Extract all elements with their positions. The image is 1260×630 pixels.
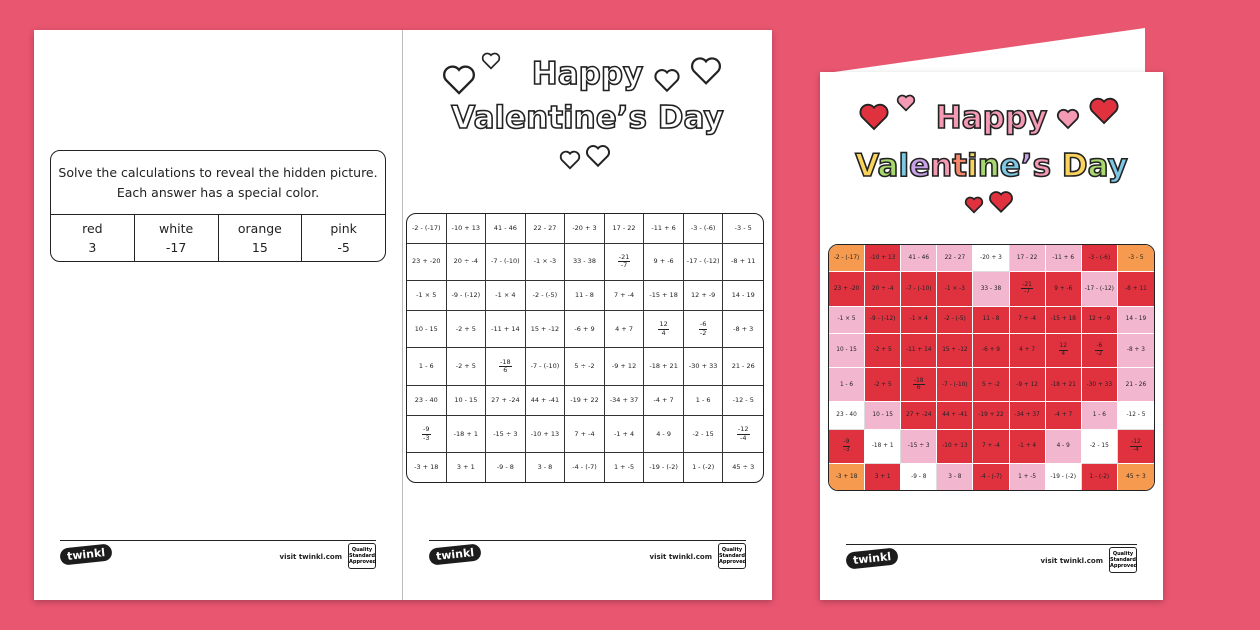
grid-cell[interactable]: -9 + 12 [1010,368,1046,402]
numerator: -6 [1096,343,1103,350]
grid-cell[interactable] [486,348,526,386]
grid-cell[interactable]: -8 + 11 [723,244,763,282]
grid-cell[interactable]: -20 + 3 [973,245,1009,272]
grid-cell[interactable]: -18 + 1 [865,430,901,464]
grid-cell[interactable]: 7 + -4 [605,281,645,311]
key-color-value: 15 [251,240,268,255]
grid-cell[interactable]: -30 + 33 [684,348,724,386]
grid-cell[interactable] [901,368,937,402]
grid-cell[interactable]: -9 - 8 [901,464,937,490]
grid-cell[interactable]: 45 ÷ 3 [1118,464,1154,490]
grid-cells [407,214,763,482]
grid-cell[interactable]: -11 + 6 [1046,245,1082,272]
grid-cell[interactable]: 1 - 6 [407,348,447,386]
grid-cell[interactable]: 1 - 6 [1082,402,1118,429]
grid-cell[interactable]: 7 + -4 [1010,307,1046,334]
grid-cell[interactable]: -8 + 3 [1118,334,1154,368]
grid-cell[interactable]: 14 - 19 [1118,307,1154,334]
grid-cell[interactable]: -3 - (-6) [1082,245,1118,272]
colored-grid-cells [829,245,1154,490]
grid-cell[interactable]: -34 + 37 [605,386,645,416]
grid-cell[interactable] [723,416,763,454]
card-title-happy: Happy [935,100,1048,136]
heart-outline-icon [585,144,611,168]
left-page [34,30,402,600]
twinkl-logo: twinkl [59,543,113,565]
grid-cell[interactable]: 3 + 1 [447,453,487,482]
grid-cell[interactable]: -15 ÷ 3 [901,430,937,464]
grid-cell[interactable]: 9 + -6 [1046,272,1082,306]
instruction-line2: Each answer has a special color. [116,184,320,200]
grid-cell[interactable]: -3 + 18 [407,453,447,482]
colored-calculation-grid [828,244,1155,491]
grid-cell[interactable]: -11 + 14 [486,311,526,349]
fraction [699,321,707,336]
grid-cell[interactable]: 4 + 7 [1010,334,1046,368]
twinkl-logo: twinkl [845,547,899,569]
grid-cell[interactable]: 20 ÷ -4 [447,244,487,282]
key-cell-pink [302,215,385,261]
grid-cell[interactable]: -2 + 5 [865,334,901,368]
denominator: 4 [1061,350,1066,357]
instruction-line1: Solve the calculations to reveal the hidden picture. [58,164,378,180]
fraction [737,426,750,441]
grid-cell[interactable]: -1 + 4 [1010,430,1046,464]
grid-cell[interactable]: 1 - 6 [684,386,724,416]
fraction [618,254,631,269]
grid-cell[interactable]: 41 - 46 [901,245,937,272]
grid-cell[interactable]: -19 + 22 [565,386,605,416]
grid-cell[interactable]: 10 - 15 [865,402,901,429]
grid-cell[interactable] [1118,430,1154,464]
grid-cell[interactable]: 4 + 7 [605,311,645,349]
grid-cell[interactable]: -17 - (-12) [1082,272,1118,306]
grid-cell[interactable]: 7 + -4 [973,430,1009,464]
denominator: -3 [843,446,850,453]
grid-cell[interactable]: 21 - 26 [1118,368,1154,402]
grid-cell[interactable]: -7 - (-10) [486,244,526,282]
grid-cell[interactable]: 20 ÷ -4 [865,272,901,306]
visit-link[interactable]: visit twinkl.com [1040,557,1103,565]
grid-cell[interactable]: 9 + -6 [644,244,684,282]
grid-cell[interactable]: -12 - 5 [723,386,763,416]
grid-cell[interactable]: -9 - (-12) [865,307,901,334]
grid-cell[interactable]: 15 + -12 [937,334,973,368]
grid-cell[interactable]: -3 - 5 [723,214,763,244]
grid-cell[interactable]: 4 - 9 [1046,430,1082,464]
grid-cell[interactable]: -1 × -3 [526,244,566,282]
grid-cell[interactable]: 23 - 40 [829,402,865,429]
heart-red-icon [988,190,1014,214]
grid-cell[interactable]: 10 - 15 [407,311,447,349]
grid-cell[interactable]: -10 + 13 [447,214,487,244]
grid-cell[interactable]: -18 + 21 [1046,368,1082,402]
grid-cell[interactable]: -2 + 5 [865,368,901,402]
grid-cell[interactable]: -6 + 9 [565,311,605,349]
grid-cell[interactable]: -4 - (-7) [973,464,1009,490]
numerator: -9 [843,439,850,446]
fraction [1021,282,1032,296]
grid-cell[interactable]: -6 + 9 [973,334,1009,368]
grid-cell[interactable]: -4 + 7 [644,386,684,416]
grid-cell[interactable]: 45 ÷ 3 [732,463,755,472]
page-footer [60,540,376,570]
quality-badge: Quality Standard Approved [1109,547,1137,573]
grid-cell[interactable]: 41 - 46 [486,214,526,244]
grid-cell[interactable]: -11 + 14 [901,334,937,368]
grid-cell[interactable]: -19 + 22 [973,402,1009,429]
card-title-valentines-day: Valentine’s Day [855,148,1128,184]
key-cell-white [135,215,219,261]
fraction [913,378,924,392]
title-valentines-day: Valentine’s Day [451,100,724,136]
grid-cell[interactable]: -15 + 18 [644,281,684,311]
grid-cell[interactable]: 3 - 8 [937,464,973,490]
grid-cell[interactable]: -17 - (-12) [684,244,724,282]
grid-cell[interactable]: -2 - (-17) [407,214,447,244]
grid-cell[interactable] [1046,334,1082,368]
key-cell-red [51,215,135,261]
grid-cell[interactable]: -2 - (-17) [829,245,865,272]
grid-cell[interactable]: 27 + -24 [486,386,526,416]
denominator: 6 [916,385,921,392]
key-color-name: red [82,221,103,236]
grid-cell[interactable]: 22 - 27 [937,245,973,272]
grid-cell[interactable]: -30 + 33 [1082,368,1118,402]
grid-cell[interactable]: 17 - 22 [1010,245,1046,272]
numerator: -21 [1022,281,1032,288]
grid-cell[interactable] [829,430,865,464]
card-footer [846,544,1137,574]
grid-cell[interactable]: -2 - 15 [1082,430,1118,464]
grid-cell[interactable] [644,311,684,349]
quality-badge: Quality Standard Approved [718,543,746,569]
grid-cell[interactable]: -19 - (-2) [1046,464,1082,490]
grid-cell[interactable]: -8 + 11 [1118,272,1154,306]
grid-cell[interactable] [605,244,645,282]
numerator: -6 [699,320,707,329]
grid-cell[interactable]: 5 ÷ -2 [565,348,605,386]
numerator: 12 [1059,343,1067,350]
calculation-grid [406,213,764,483]
grid-cell[interactable]: -15 + 18 [1046,307,1082,334]
key-color-name: white [159,221,194,236]
denominator: -4 [1133,446,1139,453]
grid-cell[interactable]: -9 - (-12) [447,281,487,311]
heart-red-icon [964,196,984,214]
denominator: 6 [503,366,508,375]
grid-cell[interactable]: 1 + -5 [605,453,645,482]
grid-cell[interactable]: 17 - 22 [605,214,645,244]
denominator: -2 [1096,350,1103,357]
key-row [51,215,385,261]
grid-cell[interactable]: -3 + 18 [829,464,865,490]
denominator: -7 [620,261,628,270]
fraction [1130,439,1141,453]
grid-cell[interactable]: -7 - (-10) [937,368,973,402]
grid-cell[interactable]: -2 + 5 [447,311,487,349]
fraction [658,321,668,336]
grid-cell[interactable]: 7 + -4 [565,416,605,454]
denominator: -4 [739,433,747,442]
grid-cell[interactable]: -2 + 5 [447,348,487,386]
key-color-name: orange [237,221,282,236]
grid-cell[interactable]: -10 + 13 [526,416,566,454]
grid-cell[interactable]: -1 × 4 [901,307,937,334]
grid-cell[interactable]: -1 × 5 [829,307,865,334]
fraction [422,426,430,441]
grid-cell[interactable]: -10 + 13 [937,430,973,464]
title-happy: Happy [531,56,644,92]
grid-cell[interactable]: -20 + 3 [565,214,605,244]
numerator: -12 [1131,439,1141,446]
twinkl-logo: twinkl [428,543,482,565]
key-color-name: pink [330,221,357,236]
grid-cell[interactable]: -1 × 4 [486,281,526,311]
grid-cell[interactable]: 12 + -9 [1082,307,1118,334]
grid-cell[interactable]: 44 + -41 [526,386,566,416]
fraction [1095,343,1103,357]
fraction [843,439,851,453]
visit-link[interactable]: visit twinkl.com [279,553,342,561]
heart-outline-icon [559,150,581,170]
grid-cell[interactable] [1010,272,1046,306]
grid-cell[interactable]: -2 - 15 [684,416,724,454]
grid-cell[interactable]: 12 + -9 [684,281,724,311]
key-color-value: -17 [165,240,187,255]
grid-cell[interactable]: 11 - 8 [565,281,605,311]
grid-cell[interactable]: -3 - 5 [1118,245,1154,272]
grid-cell[interactable]: 10 - 15 [447,386,487,416]
denominator: -2 [699,328,707,337]
grid-cell[interactable]: 14 - 19 [723,281,763,311]
fraction [499,359,512,374]
grid-cell[interactable]: -3 - (-6) [684,214,724,244]
grid-cell[interactable]: 1 + -5 [1010,464,1046,490]
grid-cell[interactable]: -12 - 5 [1118,402,1154,429]
denominator: -3 [423,433,430,442]
grid-cell[interactable] [407,416,447,454]
grid-cell[interactable]: -7 - (-10) [526,348,566,386]
grid-cell[interactable]: 1 - 6 [829,368,865,402]
grid-cell[interactable]: -18 + 21 [644,348,684,386]
numerator: -12 [737,425,749,434]
grid-cell[interactable]: -34 + 37 [1010,402,1046,429]
grid-cell[interactable]: 22 - 27 [526,214,566,244]
fraction [1059,343,1068,357]
grid-cell[interactable]: -15 ÷ 3 [486,416,526,454]
grid-cell[interactable]: -1 × 5 [407,281,447,311]
denominator: 4 [661,328,666,337]
grid-cell[interactable]: -1 × -3 [937,272,973,306]
color-key [50,150,386,262]
grid-cell[interactable]: 23 - 40 [407,386,447,416]
denominator: -7 [1024,289,1030,296]
grid-cell[interactable]: 23 + -20 [829,272,865,306]
grid-cell[interactable]: 33 - 38 [973,272,1009,306]
key-cell-orange [219,215,303,261]
grid-cell[interactable]: -10 + 13 [865,245,901,272]
grid-cell[interactable]: -7 - (-10) [901,272,937,306]
page-footer [429,540,746,570]
grid-cell[interactable]: 1 - (-2) [1082,464,1118,490]
grid-cell[interactable]: -2 - (-5) [526,281,566,311]
grid-cell[interactable] [684,311,724,349]
numerator: -18 [914,377,924,384]
key-color-value: 3 [88,240,97,255]
grid-cell[interactable]: -11 + 6 [644,214,684,244]
numerator: -21 [618,253,630,262]
grid-cell[interactable]: -1 + 4 [605,416,645,454]
grid-cell[interactable]: 1 - (-2) [684,453,724,482]
grid-cell[interactable]: 4 - 9 [644,416,684,454]
grid-cell[interactable]: 15 + -12 [526,311,566,349]
key-instructions [51,151,385,215]
grid-cell[interactable]: -4 + 7 [1046,402,1082,429]
grid-cell[interactable]: 11 - 8 [973,307,1009,334]
grid-cell[interactable]: 3 + 1 [865,464,901,490]
numerator: 12 [659,320,668,329]
grid-cell[interactable]: -9 + 12 [605,348,645,386]
grid-cell[interactable]: -19 - (-2) [644,453,684,482]
grid-cell[interactable]: 5 ÷ -2 [973,368,1009,402]
grid-cell[interactable]: 10 - 15 [829,334,865,368]
grid-cell[interactable]: 33 - 38 [565,244,605,282]
colored-card [820,72,1163,600]
grid-cell[interactable]: 23 + -20 [407,244,447,282]
grid-cell[interactable]: 44 + -41 [937,402,973,429]
grid-cell[interactable] [1082,334,1118,368]
grid-cell[interactable]: -8 + 3 [723,311,763,349]
quality-badge: Quality Standard Approved [348,543,376,569]
grid-cell[interactable]: -2 - (-5) [937,307,973,334]
numerator: -18 [500,358,511,367]
grid-cell[interactable]: 27 + -24 [901,402,937,429]
numerator: -9 [423,425,430,434]
grid-cell[interactable]: -18 + 1 [447,416,487,454]
visit-link[interactable]: visit twinkl.com [649,553,712,561]
grid-cell[interactable]: 21 - 26 [723,348,763,386]
grid-cell[interactable]: 3 - 8 [526,453,566,482]
key-color-value: -5 [337,240,350,255]
grid-cell[interactable]: -9 - 8 [486,453,526,482]
grid-cell[interactable]: -4 - (-7) [565,453,605,482]
